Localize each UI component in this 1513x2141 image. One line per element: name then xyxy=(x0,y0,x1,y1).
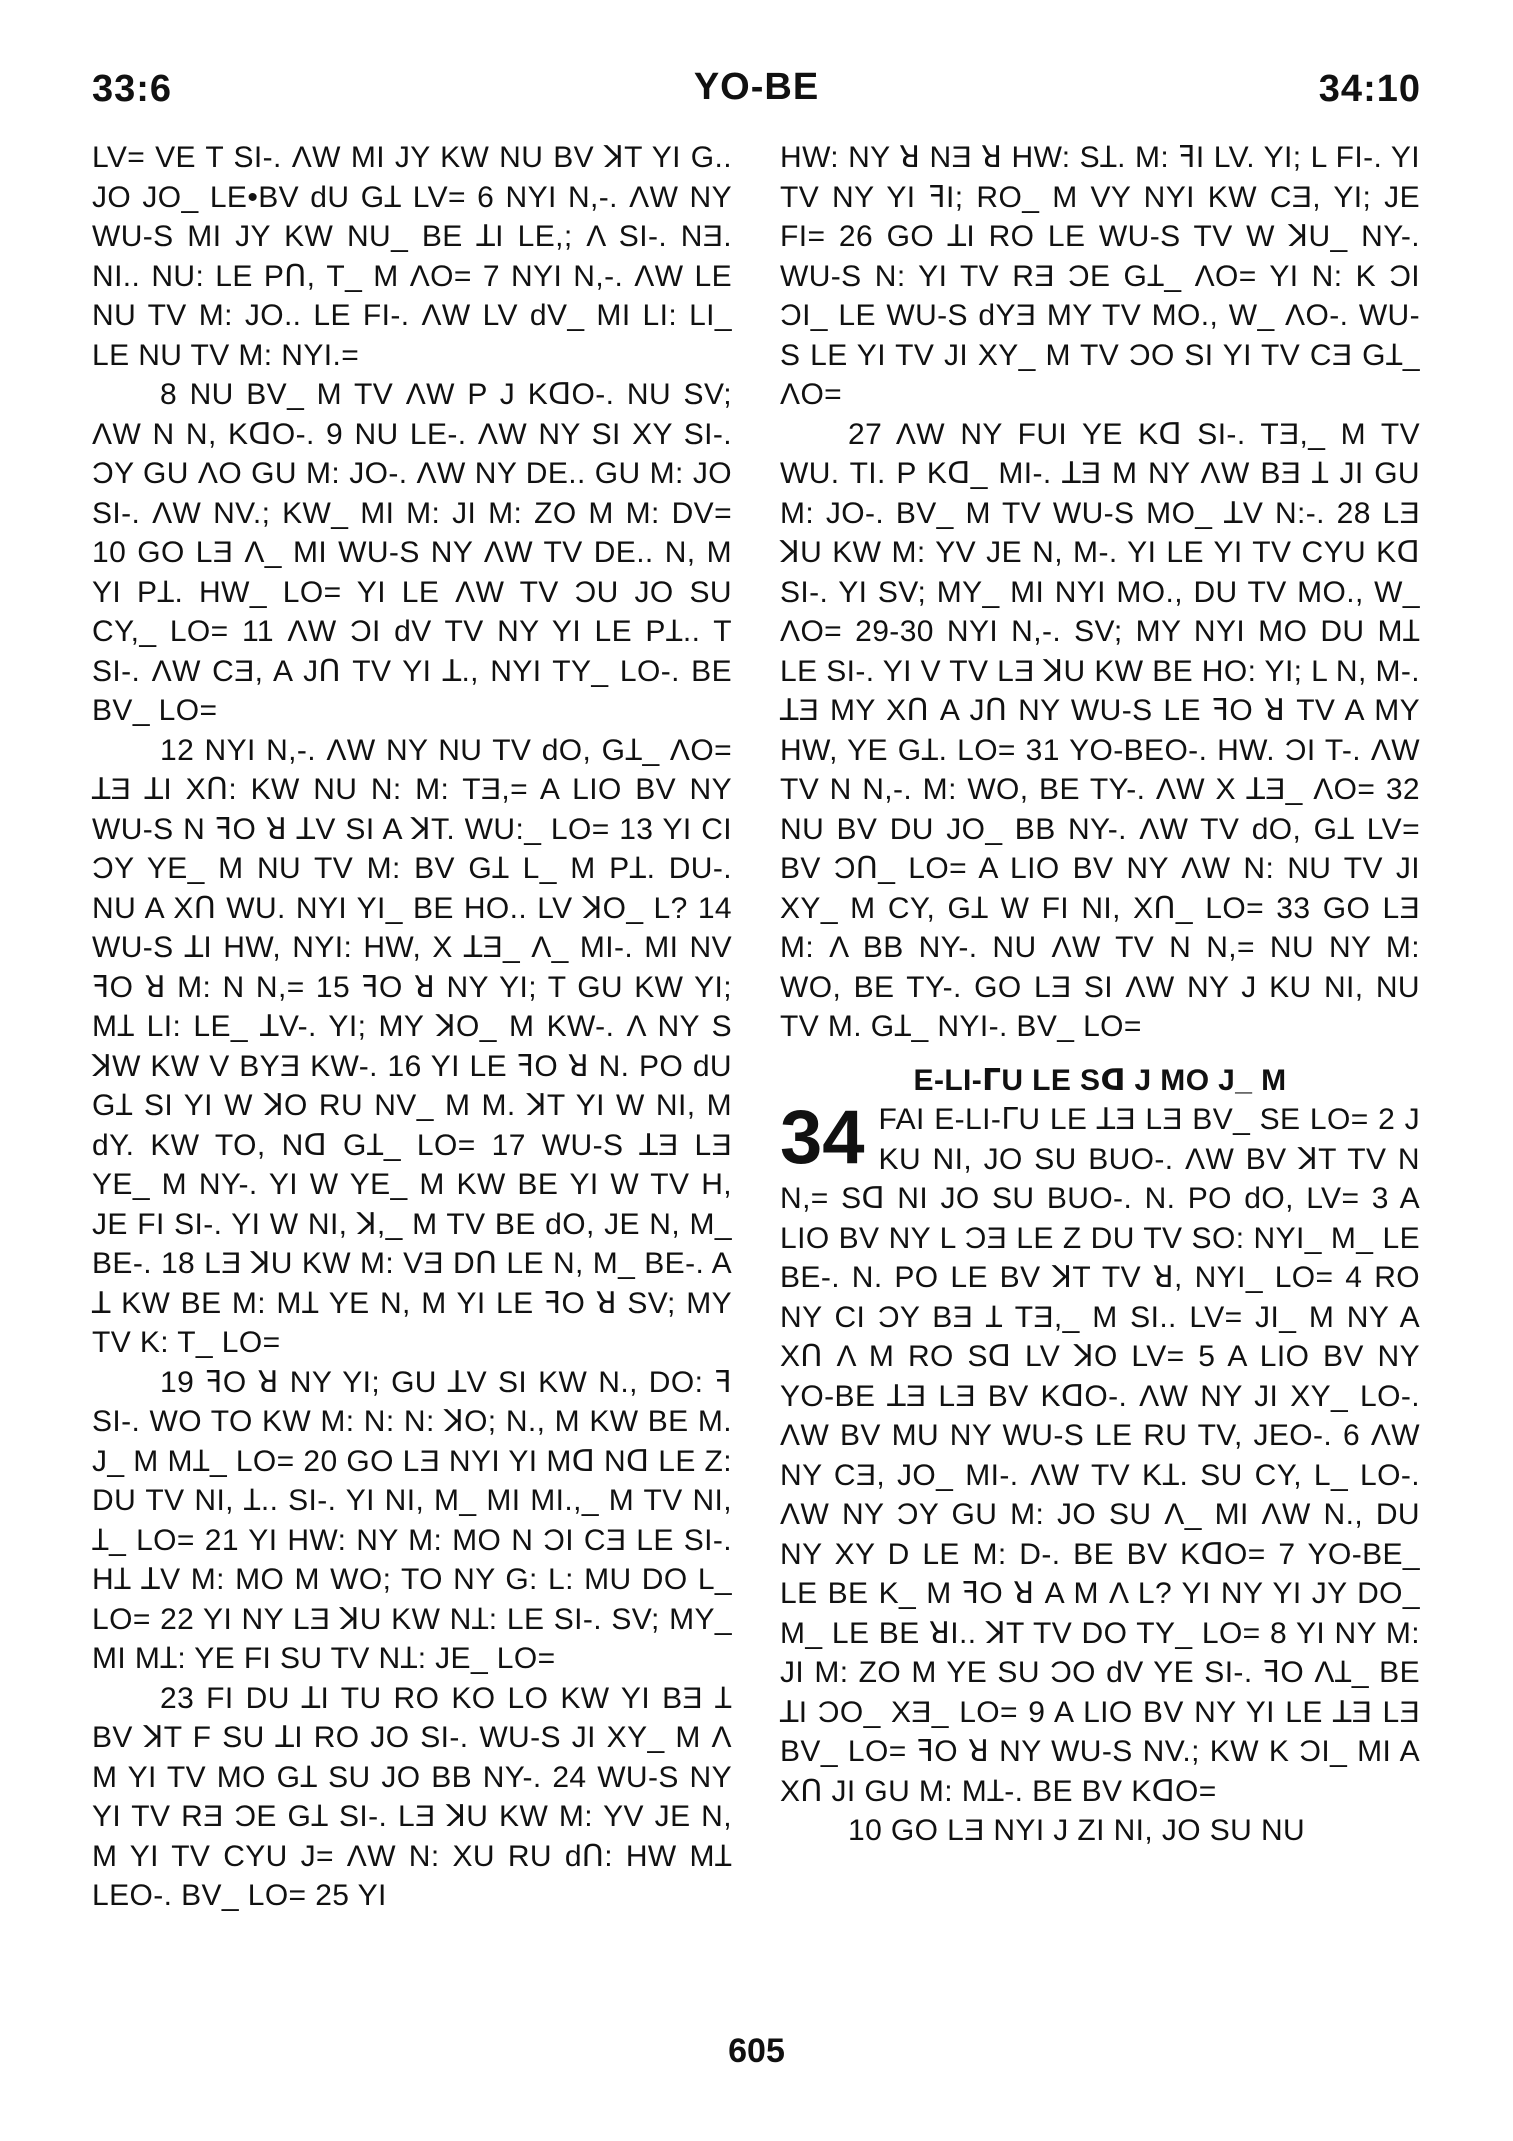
section-heading: E-LI-ᒥU LE Sꓷ J MO J_ M xyxy=(913,1063,1287,1097)
right-paragraph-4: 10 GO LƎ NYI J ZI NI, JO SU NU xyxy=(848,1814,1306,1847)
header-left-reference: 33:6 xyxy=(92,68,173,110)
right-paragraph-3: FAI E-LI-ᒥU LE ꓕƎ LƎ BV_ SE LO= 2 J KU NI, JO SU BUO-. ΛW BV ꓘT TV N N,= Sꓷ NI JO SU BUO-. N. PO dO, LV= 3 A LIO BV NY L ƆƎ LE Z DU TV SO: NYI_ M_ LE BE-. N. PO LE BV ꓘT TV ꓤ, NYI_ LO= 4 RO NY CI ƆY BƎ Ʇ TƎ,_ M SI.. LV= JI_ M NY A XՈ Λ M RO Sꓷ LV ꓘO LV= 5 A LIO BV NY YO-BE ꓕƎ LƎ BV KꓷO-. ΛW NY JI XY_ LO-. ΛW BV MU NY WU-S LE RU TV, JEO-. 6 ΛW NY CƎ, JO_ MI-. ΛW TV KꞱ. SU CY, L_ LO-. ΛW NY ƆY GU M: JO SU Λ_ MI ΛW N., DU NY XY D LE M: D-. BE BV KꓷO= 7 YO-BE_ LE BE K_ M ꟻO ꓤ A M Λ L? YI NY YI JY DO_ M_ LE BE ꓤI.. ꓘT TV DO TY_ LO= 8 YI NY M: JI M: ZO M YE SU ƆO dV YE SI-. ꟻO ΛꞱ_ BE ꓕI ƆO_ XƎ_ LO= 9 A LIO BV NY YI LE ꓕƎ LƎ BV_ LO= ꟻO ꓤ NY WU-S NV.; KW K ƆI_ MI A XՈ JI GU M: MꞱ-. BE BV KꓷO= xyxy=(780,1103,1420,1808)
left-paragraph-4: 19 ꟻO ꓤ NY YI; GU ꓕV SI KW N., DO: ꟻ SI-. WO TO KW M: N: N: ꓘO; N., M KW BE M. J_ M MꞱ_ LO= 20 GO LƎ NYI YI Mꓷ Nꓷ LE Z: DU TV NI, Ʇ.. SI-. YI NI, M_ MI MI.,_ M TV NI, Ʇ_ LO= 21 YI HW: NY M: MO N ƆI CƎ LE SI-. HꞱ ꓕV M: MO M WO; TO NY G: L: MU DO L_ LO= 22 YI NY LƎ ꓘU KW NꞱ: LE SI-. SV; MY_ MI MꞱ: YE FI SU TV NꞱ: JE_ LO= xyxy=(92,1365,732,1675)
left-paragraph-2: 8 NU BV_ M TV ΛW P J KꓷO-. NU SV; ΛW N N, KꓷO-. 9 NU LE-. ΛW NY SI XY SI-. ƆY GU ΛO GU M: JO-. ΛW NY DE.. GU M: JO SI-. ΛW NV.; KW_ MI M: JI M: ZO M M: DV= 10 GO LƎ Λ_ MI WU-S NY ΛW TV DE.. N, M YI PꞱ. HW_ LO= YI LE ΛW TV ƆU JO SU CY,_ LO= 11 ΛW ƆI dV TV NY YI LE PꞱ.. T SI-. ΛW CƎ, A JՈ TV YI ꓕ., NYI TY_ LO-. BE BV_ LO= xyxy=(92,378,732,727)
page-number: 605 xyxy=(728,2032,785,2070)
chapter-number: 34 xyxy=(780,1095,865,1180)
right-paragraph-2: 27 ΛW NY FUI YE Kꓷ SI-. TƎ,_ M TV WU. TI. P Kꓷ_ MI-. ꓕƎ M NY ΛW BƎ Ʇ JI GU M: JO-. BV_ M TV WU-S MO_ ꓕV N:-. 28 LƎ ꓘU KW M: YV JE N, M-. YI LE YI TV CYU Kꓷ SI-. YI SV; MY_ MI NYI MO., DU TV MO., W_ ΛO= 29-30 NYI N,-. SV; MY NYI MO DU MꞱ LE SI-. YI V TV LƎ ꓘU KW BE HO: YI; L N, M-. ꓕƎ MY XՈ A JՈ NY WU-S LE ꟻO ꓤ TV A MY HW, YE GꞱ. LO= 31 YO-BEO-. HW. ƆI T-. ΛW TV N N,-. M: WO, BE TY-. ΛW X ꓕƎ_ ΛO= 32 NU BV DU JO_ BB NY-. ΛW TV dO, GꞱ LV= BV ƆՈ_ LO= A LIO BV NY ΛW N: NU TV JI XY_ M CY, GꞱ W FI NI, XՈ_ LO= 33 GO LƎ M: Λ BB NY-. NU ΛW TV N N,= NU NY M: WO, BE TY-. GO LƎ SI ΛW NY J KU NI, NU TV M. GꞱ_ NYI-. BV_ LO= xyxy=(780,417,1420,1043)
chapter-block xyxy=(780,1095,1420,1811)
left-paragraph-3: 12 NYI N,-. ΛW NY NU TV dO, GꞱ_ ΛO= ꓕƎ ꓕI XՈ: KW NU N: M: TƎ,= A LIO BV NY WU-S N ꟻO ꓤ ꓕV SI A ꓘT. WU:_ LO= 13 YI CI ƆY YE_ M NU TV M: BV GꞱ L_ M PꞱ. DU-. NU A XՈ WU. NYI YI_ BE HO.. LV ꓘO_ L? 14 WU-S ꓕI HW, NYI: HW, X ꓕƎ_ Λ_ MI-. MI NV ꟻO ꓤ M: N N,= 15 ꟻO ꓤ NY YI; T GU KW YI; MꞱ LI: LE_ ꓕV-. YI; MY ꓘO_ M KW-. Λ NY S ꓘW KW V BYƎ KW-. 16 YI LE ꟻO ꓤ N. PO dU GꞱ SI YI W ꓘO RU NV_ M M. ꓘT YI W NI, M dY. KW TO, Nꓷ GꞱ_ LO= 17 WU-S ꓕƎ LƎ YE_ M NY-. YI W YE_ M KW BE YI W TV H, JE FI SI-. YI W NI, ꓘ,_ M TV BE dO, JE N, M_ BE-. 18 LƎ ꓘU KW M: VƎ DՈ LE N, M_ BE-. A ꓕ KW BE M: MꞱ YE N, M YI LE ꟻO ꓤ SV; MY TV K: T_ LO= xyxy=(92,733,732,1359)
header-right-reference: 34:10 xyxy=(1318,68,1421,110)
header-book-title: YO-BE xyxy=(693,66,820,108)
right-text-column xyxy=(780,138,1420,1851)
left-paragraph-1: LV= VE T SI-. ΛW MI JY KW NU BV ꓘT YI G.. JO JO_ LE•BV dU GꞱ LV= 6 NYI N,-. ΛW NY WU-S MI JY KW NU_ BE ꓕI LE,; Λ SI-. NƎ. NI.. NU: LE PՈ, T_ M ΛO= 7 NYI N,-. ΛW LE NU TV M: JO.. LE FI-. ΛW LV dV_ MI LI: LI_ LE NU TV M: NYI.= xyxy=(92,141,732,372)
left-text-column xyxy=(92,138,732,1916)
right-paragraph-1: HW: NY ꓤ NƎ ꓤ HW: SꞱ. M: ꟻI LV. YI; L FI-. YI TV NY YI ꟻI; RO_ M VY NYI KW CƎ, YI; JE FI= 26 GO ꓕI RO LE WU-S TV W ꓘU_ NY-. WU-S N: YI TV RƎ ƆE GꞱ_ ΛO= YI N: K ƆI ƆI_ LE WU-S dYƎ MY TV MO., W_ ΛO-. WU-S LE YI TV JI XY_ M TV ƆO SI YI TV CƎ GꞱ_ ΛO= xyxy=(780,141,1420,411)
left-paragraph-5: 23 FI DU ꓕI TU RO KO LO KW YI BƎ Ʇ BV ꓘT F SU ꓕI RO JO SI-. WU-S JI XY_ M Λ M YI TV MO GꞱ SU JO BB NY-. 24 WU-S NY YI TV RƎ ƆE GꞱ SI-. LƎ ꓘU KW M: YV JE N, M YI TV CYU J= ΛW N: XU RU dՈ: HW MꞱ LEO-. BV_ LO= 25 YI xyxy=(92,1681,732,1912)
